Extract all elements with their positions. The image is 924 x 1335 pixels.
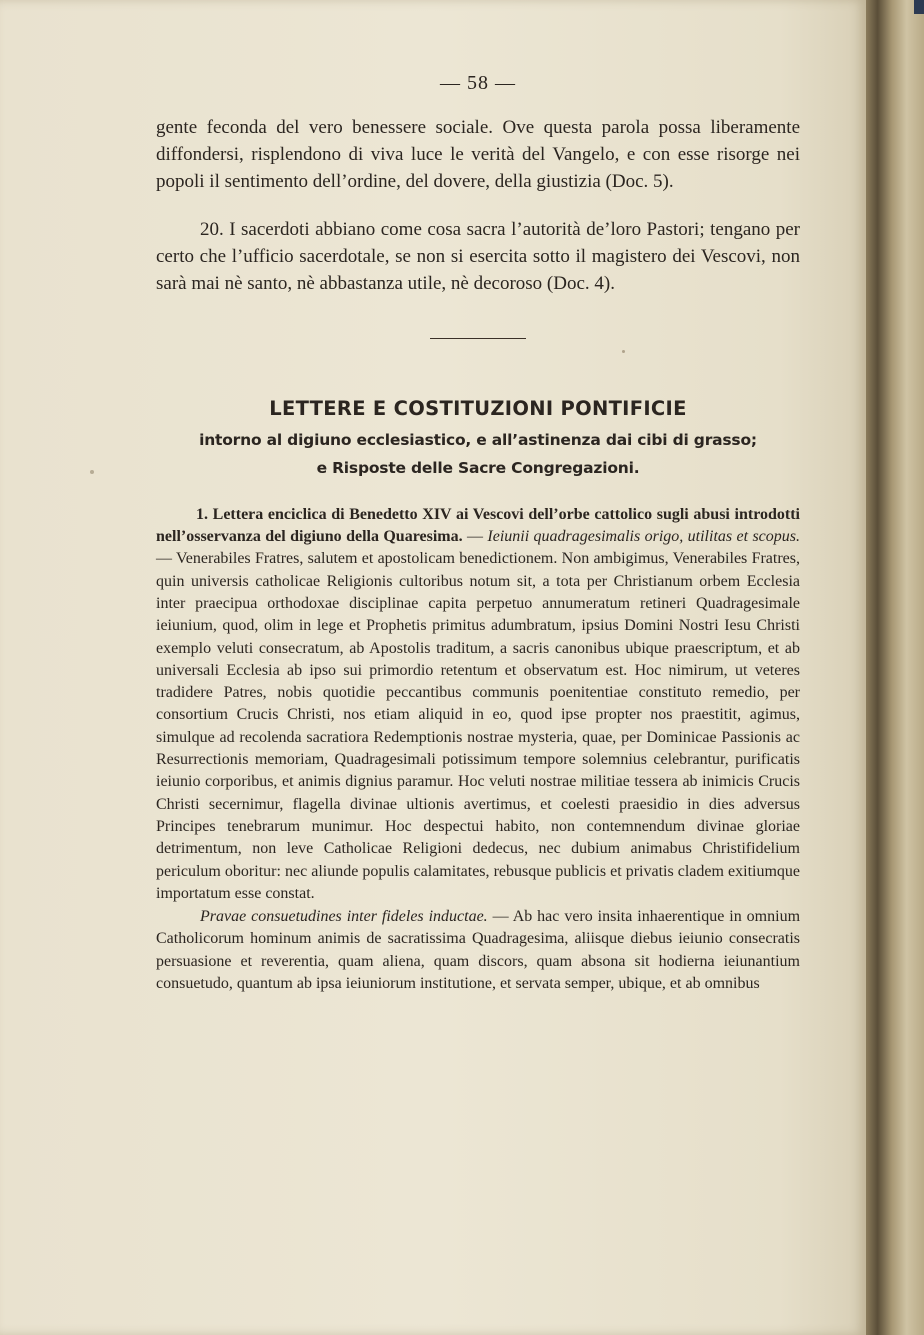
paragraph-2-body: Ab hac vero insita inhaerentique in omnium Catholicorum hominum animis de sacratissima Quadragesima, aliisque diebus ieiunio consecratis persuasione et reverentia, quam aliena, quam discors, quam absona sit hodierna ieiunantium consuetudo, quantum ab ipsa ieiuniorum institutione, et servata semper, ubique, et ab omnibus (156, 908, 801, 993)
paragraph-continuation: gente feconda del vero benessere sociale. Ove questa parola possa liberamente diffondersi, risplendono di viva luce le verità del Vangelo, e con esse risorge nei popoli il sentimento dell’ordine, del dovere, della giustizia (Doc. 5). (156, 117, 800, 192)
section-subtitle-line-1: intorno al digiuno ecclesiastico, e all’astinenza dai cibi di grasso; (199, 430, 757, 449)
dash: — (156, 550, 177, 568)
book-spine (866, 0, 924, 1335)
section-title: LETTERE E COSTITUZIONI PONTIFICIE (269, 396, 687, 420)
section-divider (430, 338, 526, 339)
paragraph-20: 20. I sacerdoti abbiano come cosa sacra l’autorità de’loro Pastori; tengano per certo che l’ufficio sacerdotale, se non si esercita sotto il magistero dei Vescovi, non sarà mai nè santo, nè abbastanza utile, nè decoroso (Doc. 4). (156, 219, 800, 294)
letter-paragraph (156, 504, 800, 905)
paper-blemish (90, 470, 94, 474)
page-number: — 58 — (440, 72, 516, 94)
letter-body: Venerabiles Fratres, salutem et apostolicam benedictionem. Non ambigimus, Venerabiles Fratres, quin universis catholicae Religionis cultoribus notum sit, a tota per Christianum orbem Ecclesia inter praecipua orthodoxae disciplinae capita perpetuo annumeratum retineri Quadragesimale ieiunium, quod, olim in lege et Prophetis primitus adumbratum, ipsius Domini Nostri Iesu Christi exemplo veluti consecratum, ab Apostolis traditum, a sacris canonibus ubique praescriptum, et ab universali Ecclesia ab ipso sui primordio retentum et observatum est. Hoc nimirum, ut veteres tradidere Patres, nobis quotidie peccantibus communis poenitentiae constituto remedio, per consortium Crucis Christi, nos etiam aliquid in eo, quod ipse propter nos praestitit, agimus, simulque ad recolenda sacratiora Redemptionis nostrae mysteria, quae, per Dominicae Passionis ac Resurrectionis memoriam, Quadragesimali potissimum tempore solemnius celebrantur, purificatis ieiunio corporibus, et animis dignius paramur. Hoc veluti nostrae militiae tessera ab inimicis Crucis Christi secernimur, flagella divinae ultionis avertimus, et coelesti praesidio in dies adversus Principes tenebrarum munimur. Hoc despectui habito, non contemnendum divinae gloriae detrimentum, non leve Catholicae Religioni dedecus, nec dubium animabus Christifidelium periculum oboritur: nec aliunde populis calamitates, rebusque publicis et privatis cladem exitiumque importatum esse constat. (156, 550, 800, 902)
letter-paragraph-2 (156, 906, 800, 995)
cover-edge (914, 0, 924, 14)
page-content (156, 72, 800, 995)
section-subtitle-line-2: e Risposte delle Sacre Congregazioni. (316, 458, 640, 477)
letter-heading: 1. Lettera enciclica di Benedetto XIV ai Vescovi dell’orbe cattolico sugli abusi introdotti nell’osservanza del digiuno della Quaresima. (156, 505, 800, 546)
paragraph-2-title: Pravae consuetudines inter fideles inductae. (200, 908, 488, 926)
dash: — (487, 908, 513, 926)
dash: — (462, 528, 488, 546)
section-subtitle (156, 426, 800, 482)
letter-subtitle: Ieiunii quadragesimalis origo, utilitas et scopus. (487, 528, 800, 546)
